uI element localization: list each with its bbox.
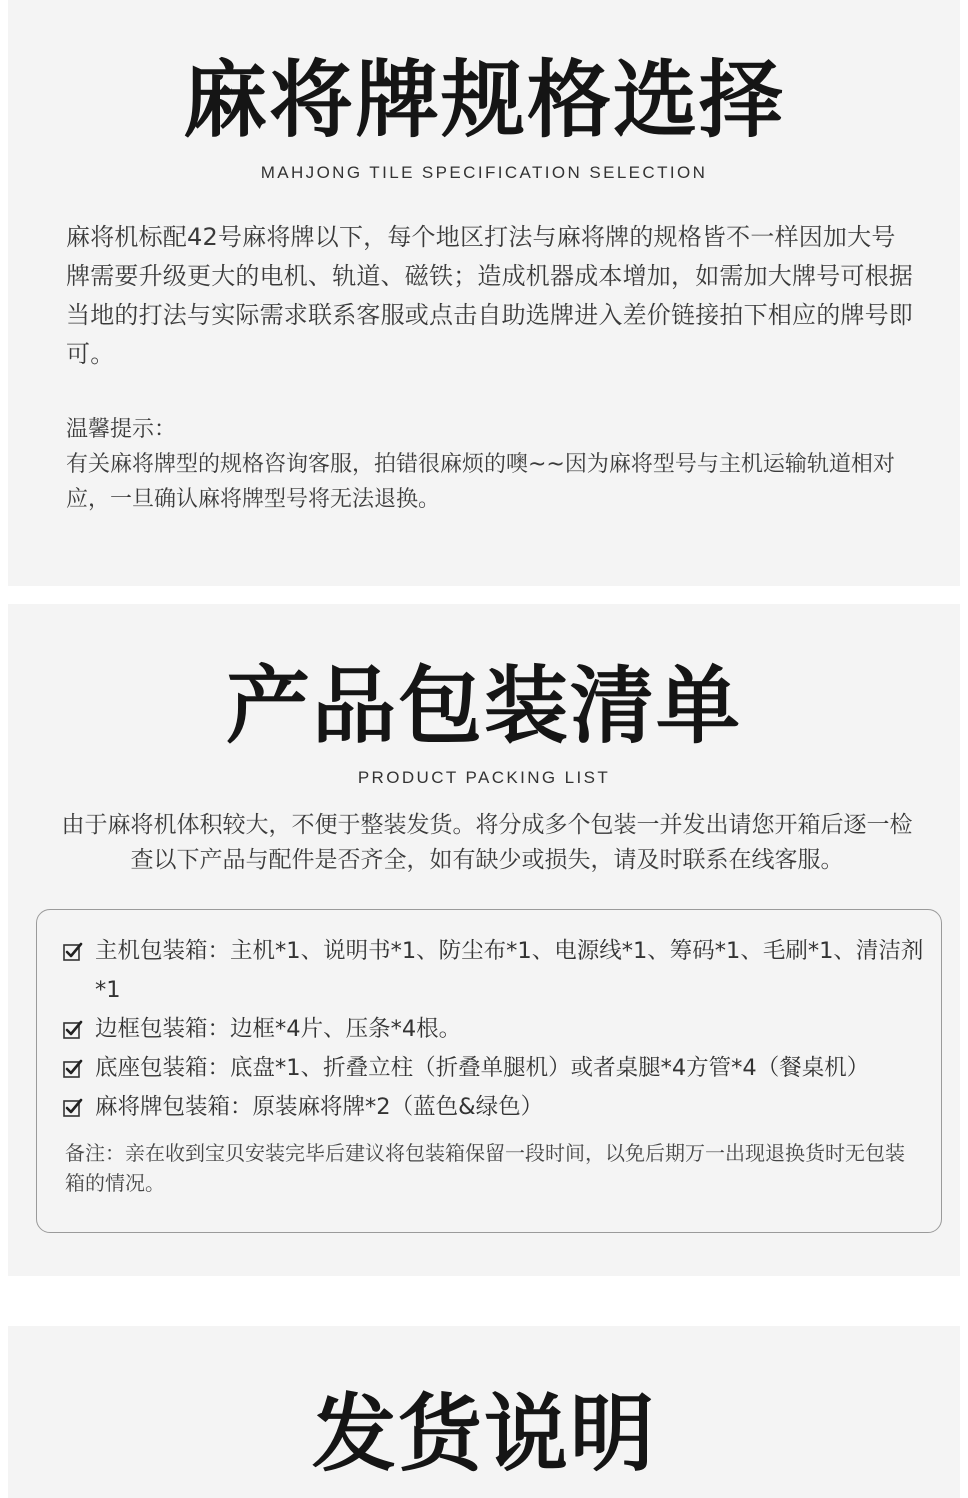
checkbox-check-icon (63, 942, 83, 962)
packing-intro: 由于麻将机体积较大，不便于整装发货。将分成多个包装一并发出请您开箱后逐一检查以下产品与配件是否齐全，如有缺少或损失，请及时联系在线客服。 (61, 812, 913, 873)
packing-title: 产品包装清单 (225, 657, 742, 755)
packing-section (8, 604, 960, 1276)
packing-list-box (36, 909, 942, 1233)
list-item-text: 主机包装箱：主机*1、说明书*1、防尘布*1、电源线*1、筹码*1、毛刷*1、清洁剂*1 (95, 938, 924, 1003)
list-item (59, 1049, 925, 1088)
checkbox-check-icon (63, 1020, 83, 1040)
spec-section (8, 0, 960, 586)
list-item (59, 1010, 925, 1049)
list-item-text: 底座包装箱：底盘*1、折叠立柱（折叠单腿机）或者桌腿*4方管*4（餐桌机） (95, 1055, 870, 1081)
tip-heading: 温馨提示： (66, 417, 177, 442)
checkbox-check-icon (63, 1059, 83, 1079)
spec-title: 麻将牌规格选择 (182, 51, 785, 149)
spec-description: 麻将机标配42号麻将牌以下，每个地区打法与麻将牌的规格皆不一样因加大号牌需要升级更大的电机、轨道、磁铁；造成机器成本增加，如需加大牌号可根据当地的打法与实际需求联系客服或点击自助选牌进入差价链接拍下相应的牌号即可。 (66, 223, 913, 368)
packing-note: 备注：亲在收到宝贝安装完毕后建议将包装箱保留一段时间，以免后期万一出现退换货时无包装箱的情况。 (65, 1141, 905, 1195)
list-item (59, 932, 925, 1010)
shipping-section (8, 1326, 960, 1498)
spec-subtitle: MAHJONG TILE SPECIFICATION SELECTION (260, 163, 708, 182)
tip-text: 有关麻将牌型的规格咨询客服，拍错很麻烦的噢~~因为麻将型号与主机运输轨道相对应，一旦确认麻将牌型号将无法退换。 (66, 452, 895, 512)
list-item-text: 麻将牌包装箱：原装麻将牌*2（蓝色&绿色） (95, 1094, 544, 1120)
list-item-text: 边框包装箱：边框*4片、压条*4根。 (95, 1016, 462, 1042)
packing-subtitle: PRODUCT PACKING LIST (357, 768, 611, 787)
shipping-title: 发货说明 (311, 1385, 656, 1483)
list-item (59, 1088, 925, 1127)
shipping-subtitle-cropped (372, 1490, 612, 1498)
checkbox-check-icon (63, 1098, 83, 1118)
packing-list (59, 932, 925, 1127)
